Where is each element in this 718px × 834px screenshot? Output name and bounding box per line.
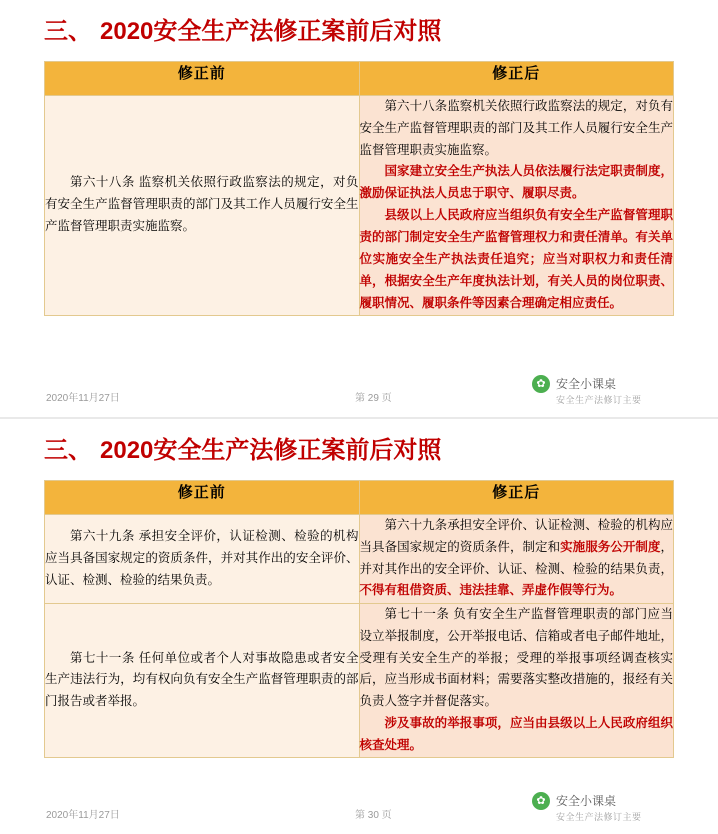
footer-page-1: 第 29 页 [355,393,392,404]
header-before-1: 修正前 [45,61,360,95]
page-title-1 [0,0,718,55]
cell-before-1-1 [45,95,360,315]
title-number-2: 三、 [44,437,92,464]
leaf-icon: ✿ [532,792,550,810]
before-text-1-1: 第六十八条 监察机关依照行政监察法的规定，对负有安全生产监督管理职责的部门及其工作人员履行安全生产监督管理职责实施监察。 [45,175,359,234]
watermark-name-2: 安全小课桌 [556,794,617,808]
title-number-1: 三、 [44,18,92,45]
footer-page-2: 第 30 页 [355,810,392,821]
comparison-table-2 [44,480,674,758]
footer-date-2: 2020年11月27日 [46,810,120,821]
table-header-row [45,61,674,95]
before-text-2-2: 第七十一条 任何单位或者个人对事故隐患或者安全生产违法行为，均有权向负有安全生产监督管理职责的部门报告或者举报。 [45,650,359,709]
cell-before-2-1 [45,514,360,603]
table-header-row [45,480,674,514]
table-row [45,95,674,315]
title-text-2: 2020安全生产法修正案前后对照 [100,437,442,464]
after-red-1-1: 国家建立安全生产执法人员依法履行法定职责制度，激励保证执法人员忠于职守、履职尽责。 [359,164,673,201]
header-after-1: 修正后 [359,61,674,95]
title-text-1: 2020安全生产法修正案前后对照 [100,18,442,45]
slide-2 [0,417,718,834]
after-red-2-1: 实施服务公开制度 [560,539,661,554]
footer-date-1: 2020年11月27日 [46,393,120,404]
page-title-2 [0,419,718,474]
cell-after-2-2 [359,603,674,757]
header-after-2: 修正后 [359,480,674,514]
cell-after-2-1 [359,514,674,603]
header-before-2: 修正前 [45,480,360,514]
leaf-icon: ✿ [532,375,550,393]
after-red-2-3: 涉及事故的举报事项，应当由县级以上人民政府组织核查处理。 [359,716,673,753]
watermark-2 [524,790,704,828]
cell-before-2-2 [45,603,360,757]
after-text-2-1 [360,515,674,603]
cell-after-1-1 [359,95,674,315]
watermark-name-1: 安全小课桌 [556,377,617,391]
after-plain-1-1: 第六十八条监察机关依照行政监察法的规定，对负有安全生产监督管理职责的部门及其工作人员履行安全生产监督管理职责实施监察。 [359,98,673,157]
after-red-2-2: 不得有租借资质、违法挂靠、弄虚作假等行为。 [359,583,623,598]
table-row [45,603,674,757]
watermark-1 [524,373,704,411]
watermark-sub-2: 安全生产法修订主要 [556,812,642,822]
comparison-table-1 [44,61,674,316]
after-plain-2-1: 第六十九条承担安全评价、认证检测、检验的机构应当具备国家规定的资质条件，制定和 [359,517,673,554]
table-row [45,514,674,603]
after-plain-2-2: ，并对其作出的安全评价、认证、检测、检验的结果负责， [359,539,673,576]
after-plain-2-3: 第七十一条 负有安全生产监督管理职责的部门应当设立举报制度，公开举报电话、信箱或者电子邮件地址，受理有关安全生产的举报；受理的举报事项经调查核实后，应当形成书面材料；需要落实整改措施的，报经有关负责人签字并督促落实。 [359,606,673,709]
after-red-1-2: 县级以上人民政府应当组织负有安全生产监督管理职责的部门制定安全生产监督管理权力和责任清单。有关单位实施安全生产执法责任追究；应当对职权力和责任清单，根据安全生产年度执法计划，有关人员的岗位职责、履职情况、履职条件等因素合理确定相应责任。 [359,208,673,310]
before-text-2-1: 第六十九条 承担安全评价，认证检测、检验的机构应当具备国家规定的资质条件，并对其作出的安全评价、认证、检测、检验的结果负责。 [45,528,359,587]
watermark-sub-1: 安全生产法修订主要 [556,395,642,405]
